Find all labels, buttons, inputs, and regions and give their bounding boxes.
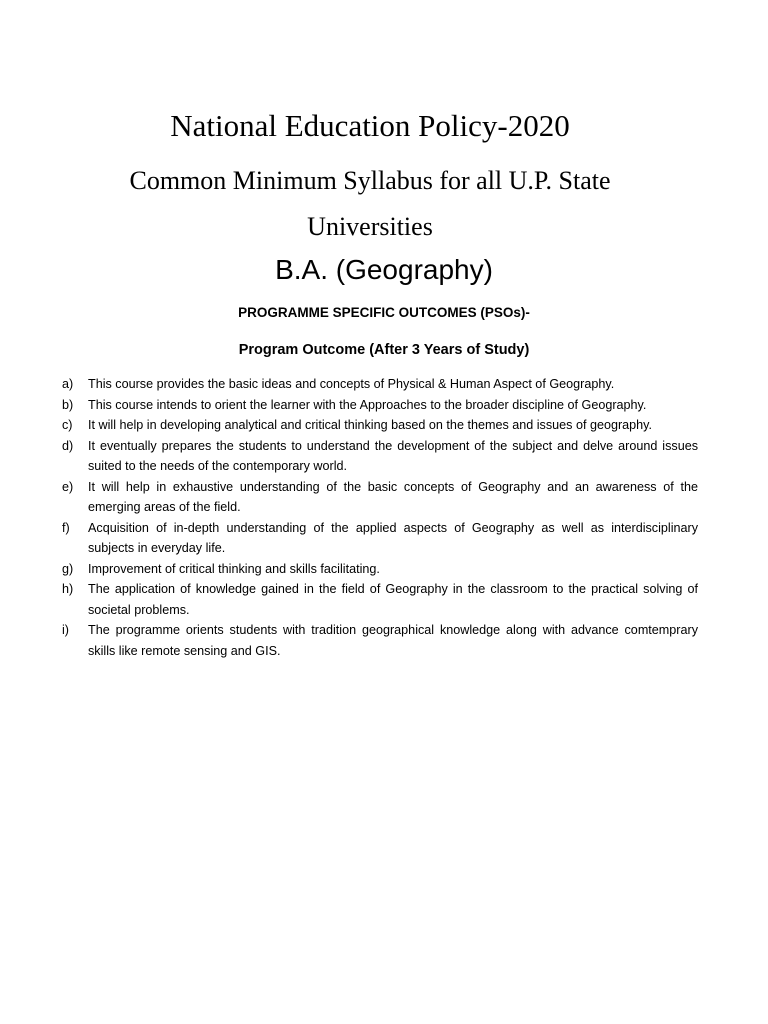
outcome-marker: d) [62, 438, 74, 453]
outcome-item [62, 518, 698, 559]
section-heading-pso: PROGRAMME SPECIFIC OUTCOMES (PSOs)- [238, 305, 530, 320]
outcome-text: It eventually prepares the students to understand the development of the subject and delve around issues suited to the needs of the contemporary world. [88, 438, 698, 473]
outcome-text: The application of knowledge gained in the field of Geography in the classroom to the practical solving of societal problems. [88, 582, 698, 617]
outcome-text: Acquisition of in-depth understanding of the applied aspects of Geography as well as interdisciplinary subjects in everyday life. [88, 520, 698, 555]
outcome-text: The programme orients students with tradition geographical knowledge along with advance comtemprary skills like remote sensing and GIS. [88, 623, 698, 658]
outcome-marker: h) [62, 582, 74, 596]
outcome-text: It will help in exhaustive understanding of the basic concepts of Geography and an awareness of the emerging areas of the field. [88, 479, 698, 514]
outcome-marker: i) [62, 623, 69, 637]
outcome-item [62, 620, 698, 661]
outcome-text: This course provides the basic ideas and concepts of Physical & Human Aspect of Geography. [88, 377, 615, 391]
outcome-item [62, 559, 698, 580]
outcome-marker: b) [62, 397, 74, 412]
outcome-marker: e) [62, 479, 74, 494]
outcome-item [62, 436, 698, 477]
outcome-item [62, 395, 698, 416]
outcome-marker: a) [62, 377, 74, 391]
outcome-text: This course intends to orient the learner with the Approaches to the broader discipline of Geography. [88, 397, 647, 412]
outcome-text: Improvement of critical thinking and skills facilitating. [88, 561, 380, 576]
outcome-text: It will help in developing analytical and critical thinking based on the themes and issues of geography. [88, 418, 653, 432]
outcome-item [62, 415, 698, 436]
degree-title: B.A. (Geography) [275, 254, 493, 285]
document-title: National Education Policy-2020 [170, 108, 570, 143]
outcome-marker: c) [62, 418, 73, 432]
outcome-marker: f) [62, 520, 70, 535]
outcome-item [62, 374, 698, 395]
outcome-item [62, 579, 698, 620]
outcome-marker: g) [62, 561, 74, 576]
document-subtitle: Common Minimum Syllabus for all U.P. State Universities [129, 166, 611, 241]
outcome-item [62, 477, 698, 518]
section-heading-program-outcome: Program Outcome (After 3 Years of Study) [238, 342, 530, 358]
outcome-list [62, 374, 698, 661]
